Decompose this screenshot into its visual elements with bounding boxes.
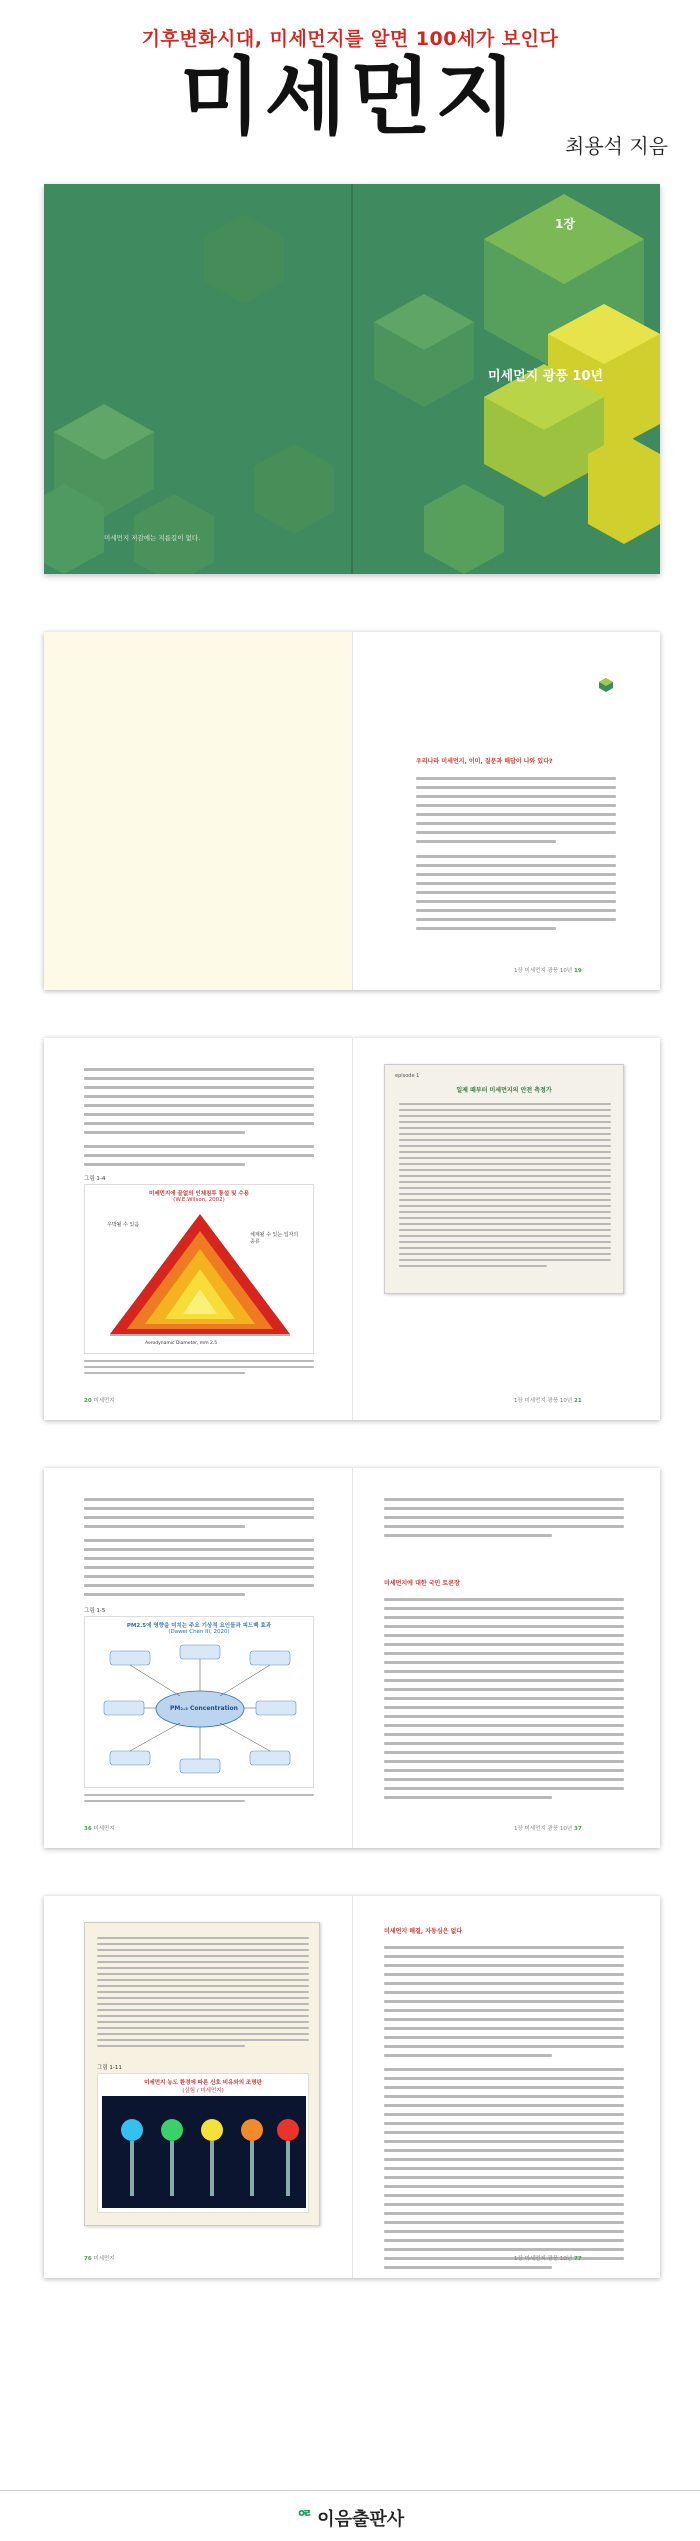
spine — [352, 1896, 353, 2278]
header — [0, 0, 700, 170]
figure-left-label: 우박될 수 있음 — [107, 1222, 140, 1228]
spine — [352, 1468, 353, 1848]
section-heading: 우리나라 미세먼지, 이미, 질문과 해답이 나와 있다? — [416, 758, 553, 765]
body-text-right — [384, 1498, 624, 1543]
book-title: 미세먼지 — [179, 48, 521, 146]
episode-title: 일제 때부터 미세먼지의 안전 측정가 — [456, 1087, 552, 1094]
body-text-right-2 — [384, 1598, 624, 1805]
figure-label: 그림 1-5 — [84, 1608, 106, 1614]
folio-text: 1장 미세먼지 광풍 10년 — [514, 1398, 573, 1404]
page-number: 37 — [574, 1826, 582, 1832]
tower-photo — [102, 2096, 306, 2208]
figure-label: 그림 1-4 — [84, 1176, 106, 1182]
page-number: 19 — [574, 968, 582, 974]
body-text — [84, 1068, 314, 1172]
figure-axis-label: Aerodynamic Diameter, mm 2.5 — [145, 1341, 218, 1346]
side-box-text — [97, 1937, 309, 2051]
cube-icon — [599, 678, 613, 692]
chapter-number: 1장 — [555, 217, 575, 231]
figure-center-label: PM₂.₅ Concentration — [170, 1705, 238, 1712]
figure-title: 미세먼지 농도 환경에 따른 신호 비유와의 조명판 — [144, 2080, 262, 2086]
spread-2 — [44, 632, 660, 990]
folio-text: 1장 미세먼지 광풍 10년 — [514, 968, 573, 974]
figure-pyramid — [84, 1184, 314, 1354]
folio-right — [514, 1396, 582, 1404]
book-author: 최용석 지음 — [565, 134, 668, 158]
spine — [352, 632, 353, 990]
section-heading: 미세먼지 해결, 자동심은 없다 — [384, 1928, 463, 1935]
side-box — [84, 1922, 320, 2226]
chapter-quote: 미세먼지 저감에는 지름길이 없다. — [104, 534, 201, 542]
spread-3 — [44, 1038, 660, 1420]
body-text — [416, 777, 616, 936]
folio-text: 1장 미세먼지 광풍 10년 — [514, 1826, 573, 1832]
folio-right — [514, 1824, 582, 1832]
folio-left — [84, 1396, 115, 1404]
figure-right-label: 체계될 수 있는 입자의 종류 — [250, 1232, 299, 1245]
folio-text: 미세먼지 — [93, 2256, 115, 2262]
body-text-right — [384, 1946, 624, 2275]
pyramid-chart — [105, 1209, 295, 1339]
figure-title: PM2.5에 영향을 미치는 주요 기상적 요인들과 피드백 효과 — [126, 1623, 272, 1629]
figure-label: 그림 1-11 — [97, 2065, 122, 2071]
episode-text — [399, 1103, 611, 1271]
figure-subtitle: (실험 / 미세먼지) — [182, 2088, 224, 2094]
figure-subtitle: (Dawei Chen III, 2020) — [168, 1629, 230, 1635]
spine — [352, 1038, 353, 1420]
book-subtitle: 기후변화시대, 미세먼지를 알면 100세가 보인다 — [141, 28, 559, 50]
page-number: 20 — [84, 1398, 92, 1404]
spine — [351, 184, 353, 574]
spread-5 — [44, 1896, 660, 2278]
folio-text: 미세먼지 — [93, 1398, 115, 1404]
figure-subtitle: (W.E.Wilson, 2002) — [173, 1197, 225, 1203]
figure-light-towers — [97, 2073, 309, 2213]
folio-text: 1장 미세먼지 광풍 10년 — [514, 2256, 573, 2262]
episode-tag: episode 1 — [395, 1073, 420, 1079]
caption-text — [84, 1794, 314, 1806]
footer — [0, 2490, 700, 2541]
figure-title: 미세먼지에 끝없의 인체침투 통설 및 수용 — [149, 1191, 249, 1197]
page-number: 76 — [84, 2256, 92, 2262]
episode-box — [384, 1064, 624, 1294]
folio-left — [84, 1824, 115, 1832]
caption-text — [84, 1360, 314, 1378]
folio-text: 미세먼지 — [93, 1826, 115, 1832]
publisher-name: 이음출판사 — [317, 2509, 405, 2530]
blank-left-page — [44, 632, 352, 990]
section-heading: 미세먼지에 대한 국민 토론장 — [384, 1580, 460, 1587]
chapter-title: 미세먼지 광풍 10년 — [488, 369, 604, 384]
figure-feedback — [84, 1616, 314, 1788]
body-text — [84, 1498, 314, 1602]
page-number: 21 — [574, 1398, 582, 1404]
spread-4 — [44, 1468, 660, 1848]
page-number: 36 — [84, 1826, 92, 1832]
publisher-logo — [0, 2505, 700, 2531]
folio-right — [514, 966, 582, 974]
folio-left — [84, 2254, 115, 2262]
page-number: 77 — [574, 2256, 582, 2262]
folio-right — [514, 2254, 582, 2262]
logo-mark: ᄋᄅ — [295, 2509, 314, 2530]
